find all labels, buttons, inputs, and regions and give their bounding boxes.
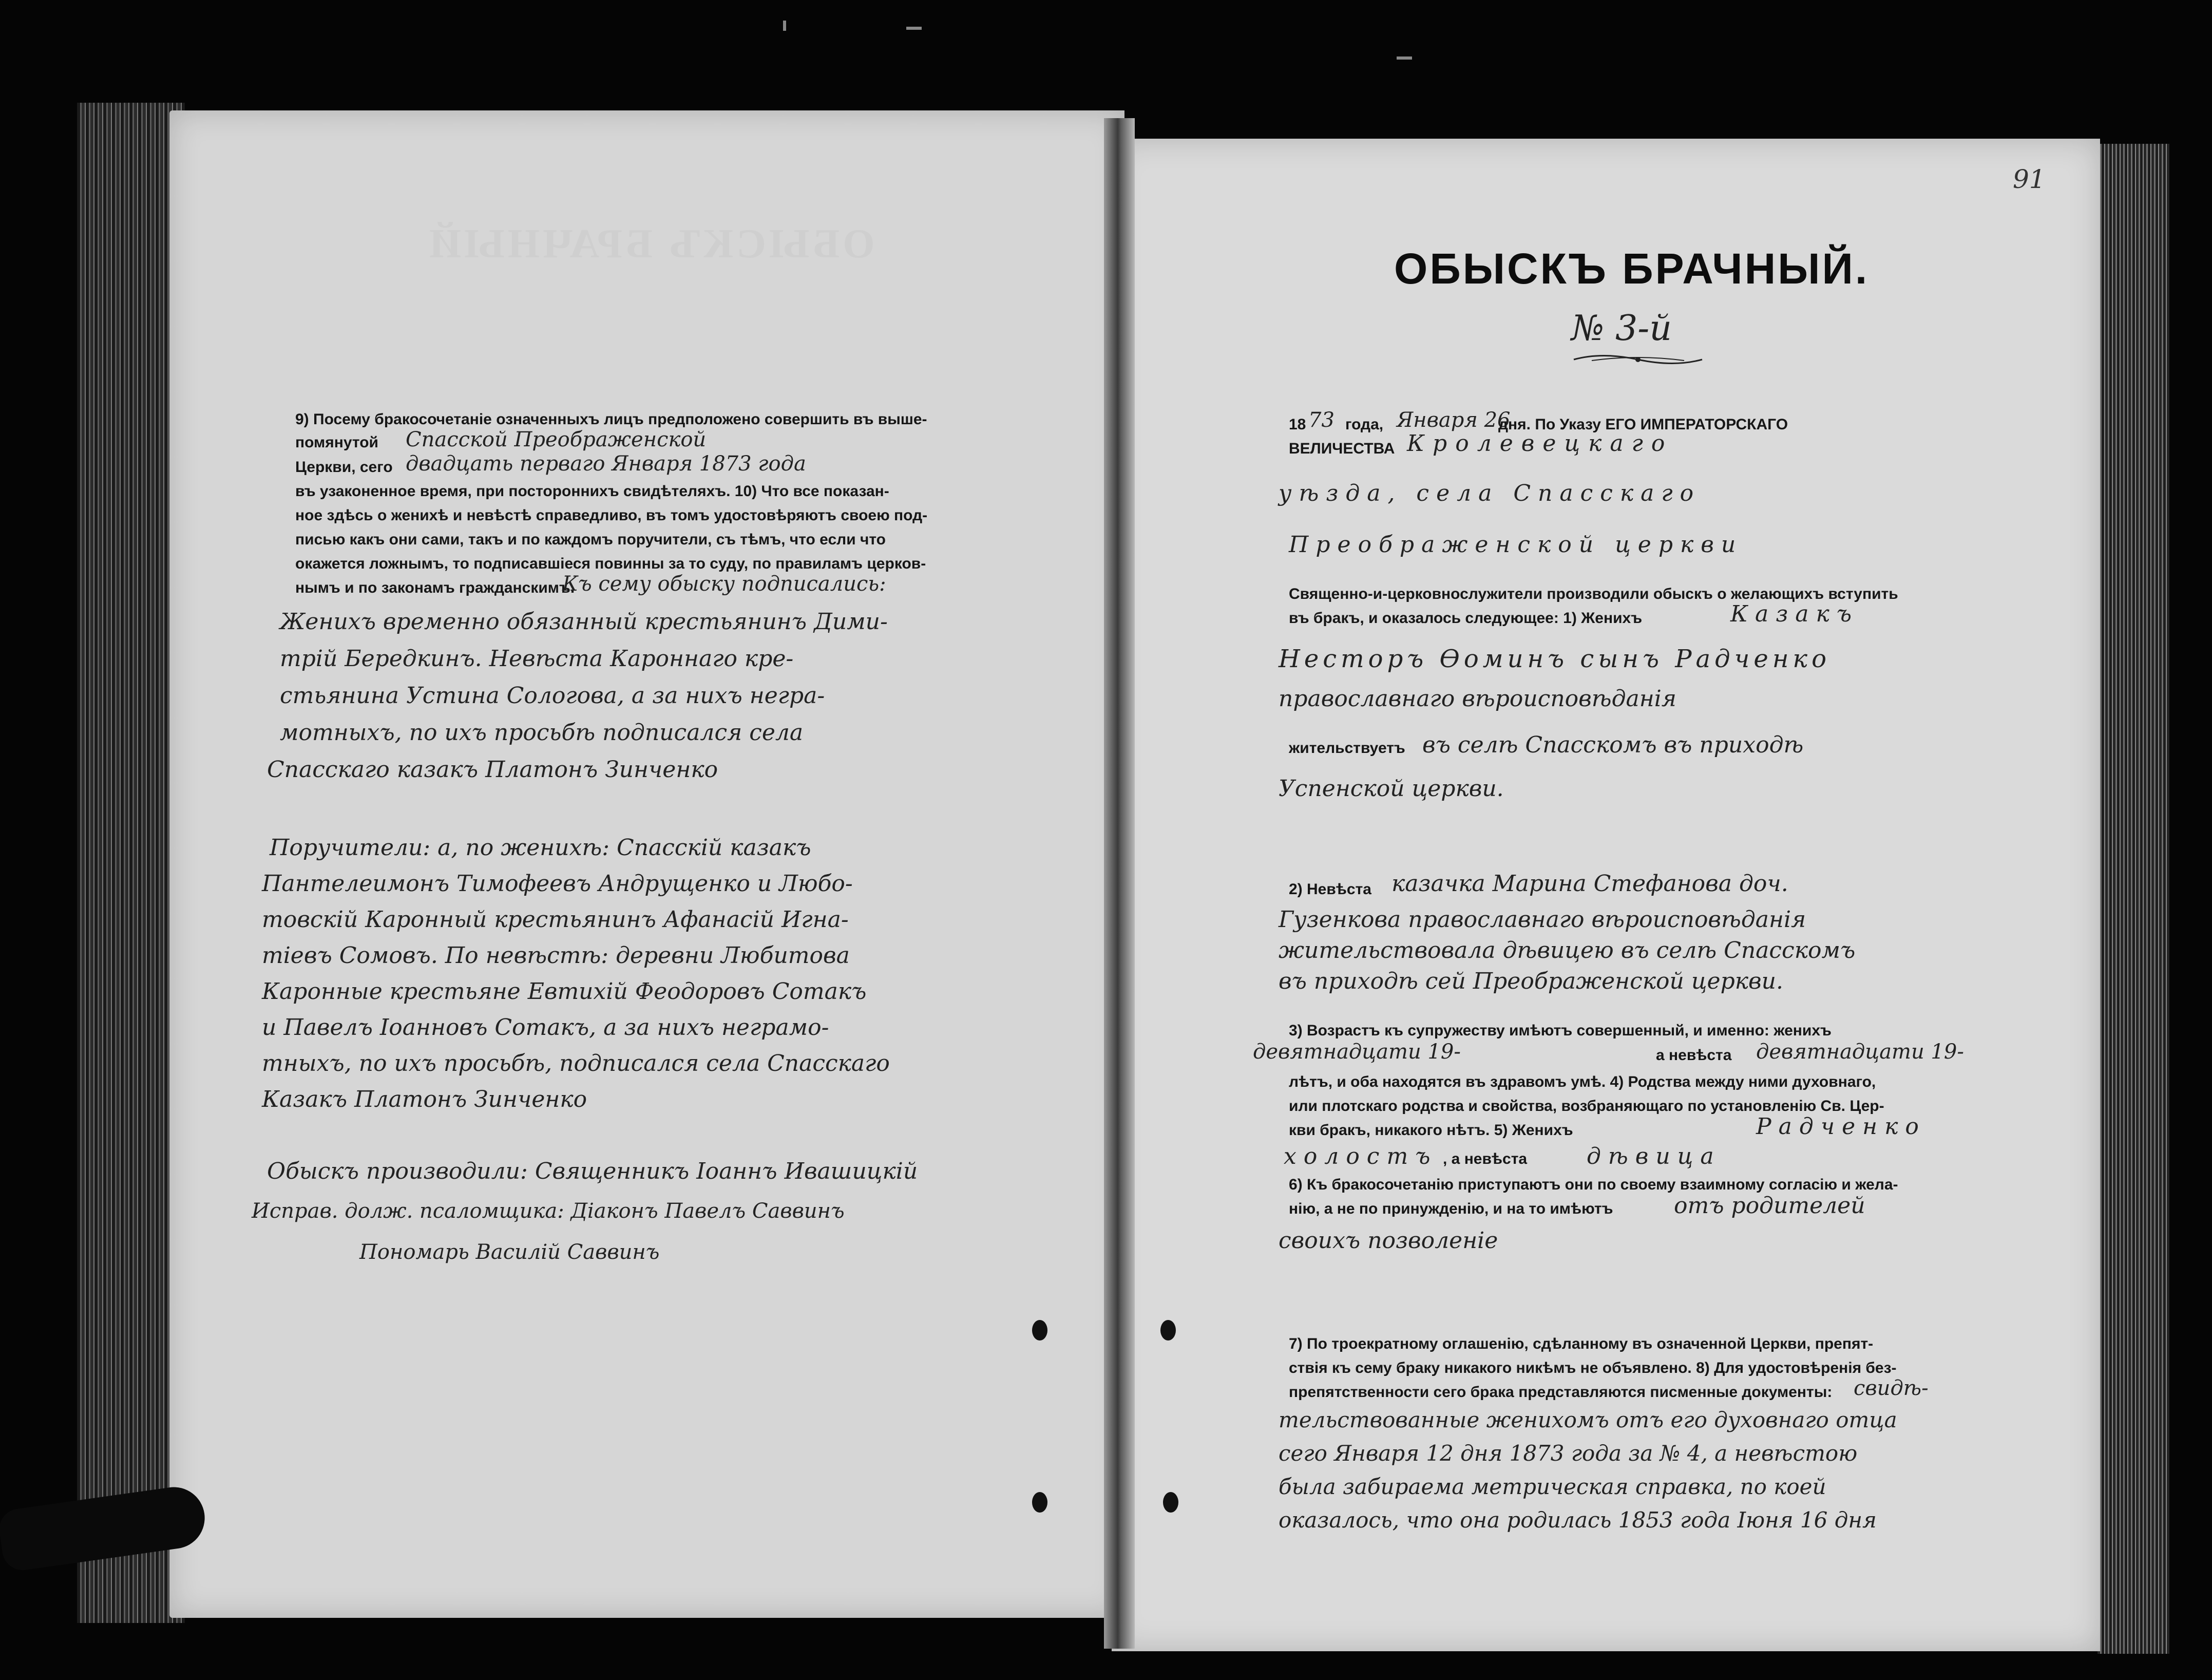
signatures-intro-hand: Къ сему обыску подписались: — [562, 572, 886, 596]
section9-line-1: 9) Посему бракосочетаніе означенныхъ лицъ предположено совершить въ выше- — [295, 411, 927, 428]
hand-line-14: Обыскъ производили: Священникъ Іоаннъ Ивашицкій — [267, 1158, 918, 1184]
book-edge-right — [2097, 144, 2169, 1654]
hand-line-8: товскій Каронный крестьянинъ Афанасій Игна- — [262, 907, 849, 933]
section9-line-6: писью какъ они сами, такъ и по каждомъ поручители, съ тѣмъ, что если что — [295, 531, 886, 548]
bride-hand-3: жительствовала дѣвицею въ селѣ Спасскомъ — [1279, 937, 1856, 964]
header-text-3: ВЕЛИЧЕСТВА — [1289, 440, 1395, 457]
section3-line-4: кви бракъ, никакого нѣтъ. 5) Женихъ — [1289, 1122, 1573, 1139]
header-hand-2: уѣзда, села Спасскаго — [1279, 480, 1701, 506]
top-mark — [783, 21, 786, 31]
date-hand: двадцать перваго Января 1873 года — [406, 452, 806, 476]
section9-line-4: въ узаконенное время, при постороннихъ свидѣтеляхъ. 10) Что все показан- — [295, 483, 889, 500]
section9-line-5: ное здѣсь о женихѣ и невѣстѣ справедливо, въ томъ удостовѣряютъ своею под- — [295, 507, 928, 524]
section3-line-1: 3) Возрастъ къ супружеству имѣютъ совершенный, и именно: женихъ — [1289, 1022, 1832, 1039]
section6-line-2: нію, а не по принужденію, и на то имѣютъ — [1289, 1200, 1613, 1217]
header-hand-1: Кролевецкаго — [1407, 430, 1673, 457]
section3-line-3: или плотскаго родства и свойства, возбраняющаго по установленію Св. Цер- — [1289, 1098, 1884, 1115]
residence-label: жительствуетъ — [1289, 740, 1405, 757]
hand-line-16: Пономарь Василій Саввинъ — [359, 1240, 660, 1264]
hand-line-7: Пантелеимонъ Тимофеевъ Андрущенко и Любо- — [262, 871, 853, 897]
residence-hand-2: Успенской церкви. — [1279, 776, 1504, 802]
hand-line-2: трій Бередкинъ. Невѣста Кароннаго кре- — [280, 646, 794, 672]
header-year-hand: 73 — [1308, 408, 1334, 432]
consent-hand-1: отъ родителей — [1674, 1193, 1865, 1219]
status-groom-hand: Радченко — [1756, 1113, 1926, 1140]
section3-line-2: лѣтъ, и оба находятся въ здравомъ умѣ. 4) Родства между ними духовнаго, — [1289, 1073, 1876, 1090]
hand-line-9: тіевъ Сомовъ. По невѣстѣ: деревни Любитова — [262, 942, 850, 969]
section3-line-5: , а невѣста — [1443, 1150, 1528, 1167]
section6-line-1: 6) Къ бракосочетанію приступаютъ они по своему взаимному согласію и жела- — [1289, 1176, 1898, 1193]
hand-line-6: Поручители: а, по женихѣ: Спасскій казакъ — [270, 835, 811, 861]
status-bride-hand: дѣвица — [1587, 1143, 1721, 1169]
section9-line-8: нымъ и по законамъ гражданскимъ. — [295, 579, 575, 596]
hand-line-4: мотныхъ, по ихъ просьбѣ подписался села — [280, 720, 804, 746]
header-date-hand: Января 26 — [1397, 408, 1511, 432]
header-hand-3: Преображенской церкви — [1289, 532, 1743, 558]
docs-hand-2: тельствованные женихомъ отъ его духовнаго отца — [1279, 1407, 1897, 1432]
bleed-through-title: ОБЫСКЪ БРАЧНЫЙ — [426, 221, 875, 267]
groom-hand-1: Казакъ — [1730, 601, 1859, 627]
book-gutter — [1104, 118, 1135, 1649]
bride-hand-2: Гузенкова православнаго вѣроисповѣданія — [1279, 907, 1806, 933]
section7-line-1: 7) По троекратному оглашенію, сдѣланному въ означенной Церкви, препят- — [1289, 1335, 1874, 1352]
hand-line-12: тныхъ, по ихъ просьбѣ, подписался села Спасскаго — [262, 1050, 890, 1077]
section7-line-2: ствія къ сему браку никакого никѣмъ не объявлено. 8) Для удостовѣренія без- — [1289, 1360, 1897, 1376]
groom-hand-2: Несторъ Ѳоминъ сынъ Радченко — [1279, 645, 1830, 673]
hand-line-11: и Павелъ Іоанновъ Сотакъ, а за нихъ неграмо- — [262, 1014, 829, 1041]
book-edge-left — [77, 103, 185, 1623]
flourish-ornament — [1571, 349, 1705, 370]
age-bride-prefix: a невѣста — [1656, 1047, 1732, 1064]
hand-line-10: Каронные крестьяне Евтихій Феодоровъ Сотакъ — [262, 978, 867, 1005]
hand-line-5: Спасскаго казакъ Платонъ Зинченко — [267, 757, 718, 783]
page-title: ОБЫСКЪ БРАЧНЫЙ. — [1394, 244, 1870, 293]
section7-line-3: препятственности сего брака представляются писменные документы: — [1289, 1384, 1833, 1401]
church-name-hand: Спасской Преображенской — [406, 428, 707, 451]
binding-hole — [1163, 1492, 1178, 1513]
groom-intro: въ бракъ, и оказалось следующее: 1) Женихъ — [1289, 610, 1643, 627]
left-page — [169, 110, 1124, 1618]
docs-hand-1: свидѣ- — [1854, 1376, 1929, 1400]
bride-hand-4: въ приходѣ сей Преображенской церкви. — [1279, 968, 1783, 994]
section9-line-2: помянутой — [295, 434, 378, 451]
consent-hand-2: своихъ позволеніе — [1279, 1228, 1498, 1254]
header-text-1: года, — [1345, 416, 1384, 433]
clergy-line: Священно-и-церковнослужители производили обыскъ о желающихъ вступить — [1289, 586, 1898, 602]
section9-line-3: Церкви, сего — [295, 459, 393, 476]
bride-hand-1: казачка Марина Стефанова доч. — [1391, 871, 1788, 897]
residence-hand-1: въ селѣ Спасскомъ въ приходѣ — [1422, 732, 1804, 758]
binding-hole — [1032, 1492, 1047, 1513]
hand-line-3: стьянина Устина Сологова, а за нихъ негра- — [280, 683, 825, 709]
header-text-2: дня. По Указу ЕГО ИМПЕРАТОРСКАГО — [1498, 416, 1788, 433]
age-bride-hand: девятнадцати 19- — [1756, 1040, 1964, 1064]
hand-line-13: Казакъ Платонъ Зинченко — [262, 1086, 587, 1112]
docs-hand-3: сего Января 12 дня 1873 года за № 4, а невѣстою — [1279, 1441, 1858, 1466]
record-number: № 3-й — [1571, 308, 1672, 349]
binding-hole — [1032, 1320, 1047, 1341]
top-mark — [1397, 56, 1412, 60]
binding-hole — [1160, 1320, 1176, 1341]
bride-label: 2) Невѣста — [1289, 881, 1371, 898]
top-mark — [906, 27, 922, 30]
hand-line-15: Исправ. долж. псаломщика: Діаконъ Павелъ Саввинъ — [252, 1199, 845, 1223]
docs-hand-4: была забираема метрическая справка, по коей — [1279, 1474, 1826, 1499]
hand-line-1: Женихъ временно обязанный крестьянинъ Дими- — [280, 609, 888, 635]
status-groom2-hand: холостъ — [1284, 1143, 1438, 1169]
header-year-prefix: 18 — [1289, 416, 1306, 433]
section9-line-7: окажется ложнымъ, то подписавшіеся повинны за то суду, по правиламъ церков- — [295, 555, 926, 572]
age-groom-hand: девятнадцати 19- — [1253, 1040, 1461, 1064]
docs-hand-5: оказалось, что она родилась 1853 года Іюня 16 дня — [1279, 1507, 1877, 1533]
page-number: 91 — [2013, 164, 2046, 194]
groom-hand-3: православнаго вѣроисповѣданія — [1279, 686, 1676, 712]
